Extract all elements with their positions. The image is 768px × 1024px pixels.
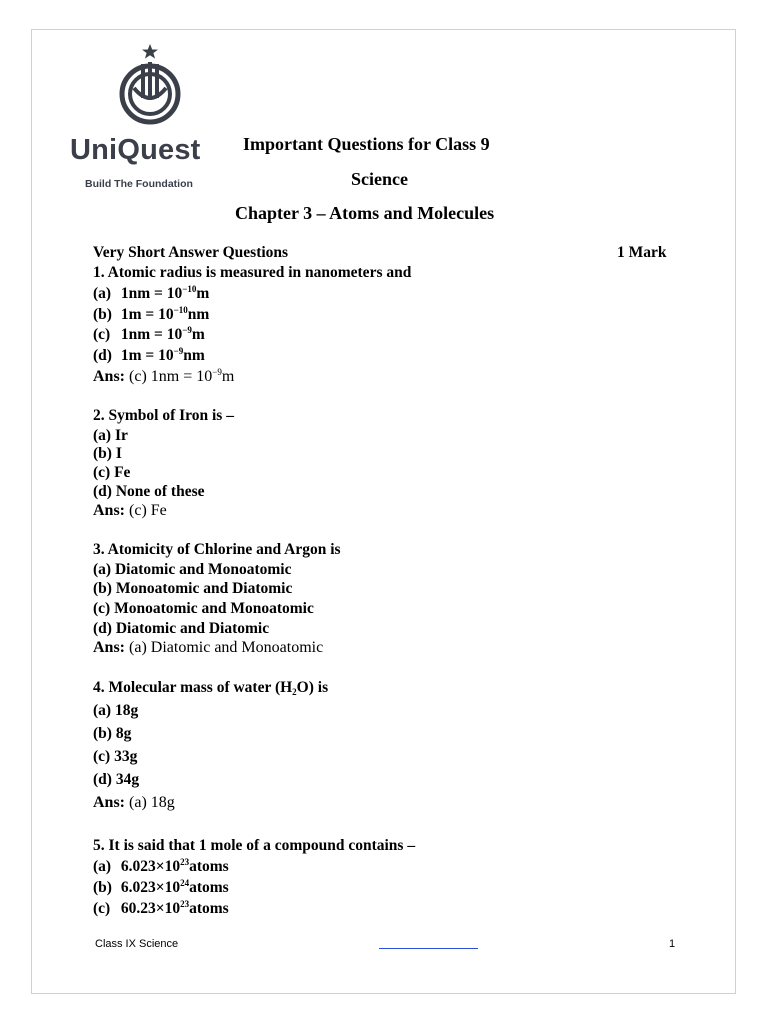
q3-option-d: (d) Diatomic and Diatomic <box>93 620 270 637</box>
times-sign: × <box>155 879 165 896</box>
unit: m <box>221 368 235 385</box>
q1-option-c <box>93 326 205 344</box>
unit: nm <box>183 347 205 364</box>
unit: atoms <box>189 858 229 875</box>
power-exponent: −10 <box>182 284 197 294</box>
power-base: 10 <box>166 285 183 302</box>
power-exponent: −9 <box>173 346 184 356</box>
question-5: 5. It is said that 1 mole of a compound contains – <box>93 837 416 854</box>
page-number: 1 <box>669 938 676 950</box>
option-text: 1m <box>120 306 142 323</box>
equals-sign: = <box>179 368 197 385</box>
question-1: 1. Atomic radius is measured in nanometers and <box>93 264 412 281</box>
power-exponent: −9 <box>212 367 222 377</box>
q2-option-d: (d) None of these <box>93 483 205 500</box>
answer-label: Ans: <box>93 639 126 656</box>
subscript: 2 <box>292 687 297 697</box>
q1-answer <box>93 368 234 386</box>
power-exponent: −10 <box>173 305 188 315</box>
power-base: 10 <box>158 306 174 323</box>
unit: atoms <box>189 900 229 917</box>
answer-text: (a) 18g <box>129 794 175 811</box>
q1-option-d <box>93 347 205 365</box>
unit: atoms <box>189 879 229 896</box>
option-label: (b) <box>93 306 112 323</box>
option-text: 6.023 <box>120 879 156 896</box>
power-exponent: 23 <box>180 899 190 909</box>
power-base: 10 <box>164 858 181 875</box>
power-base: 10 <box>158 347 174 364</box>
q2-option-c: (c) Fe <box>93 464 131 481</box>
power-base: 10 <box>166 326 183 343</box>
q3-option-a: (a) Diatomic and Monoatomic <box>93 561 292 578</box>
question-text: 4. Molecular mass of water (H <box>93 679 293 696</box>
answer-text: (c) Fe <box>129 502 167 519</box>
power-base: 10 <box>196 368 213 385</box>
power-exponent: −9 <box>182 325 192 335</box>
q3-option-b: (b) Monoatomic and Diatomic <box>93 580 293 597</box>
option-label: (a) <box>93 285 112 302</box>
q4-option-a: (a) 18g <box>93 702 139 719</box>
footer-link[interactable] <box>379 948 478 949</box>
q2-answer <box>93 502 167 520</box>
option-text: 1nm <box>120 326 151 343</box>
equals-sign: = <box>141 306 159 323</box>
power-exponent: 23 <box>180 857 190 867</box>
equals-sign: = <box>150 326 167 343</box>
times-sign: × <box>155 858 165 875</box>
document-title: Important Questions for Class 9 <box>243 134 490 154</box>
q2-option-b: (b) I <box>93 445 122 462</box>
q5-option-a <box>93 858 229 876</box>
section-heading: Very Short Answer Questions <box>93 244 289 261</box>
equals-sign: = <box>141 347 159 364</box>
question-2: 2. Symbol of Iron is – <box>93 407 234 424</box>
unit: nm <box>187 306 210 323</box>
q3-option-c: (c) Monoatomic and Monoatomic <box>93 600 314 617</box>
option-label: (c) <box>93 326 111 343</box>
q4-option-c: (c) 33g <box>93 748 138 765</box>
q1-option-b <box>93 306 209 324</box>
answer-text: (a) Diatomic and Monoatomic <box>129 639 324 656</box>
option-label: (d) <box>93 347 112 364</box>
question-text-end: O) is <box>296 679 329 696</box>
option-label: (b) <box>93 879 112 896</box>
brand-logo <box>70 40 230 200</box>
option-text: 1nm <box>120 285 151 302</box>
answer-label: Ans: <box>93 502 126 519</box>
option-label: (c) <box>93 900 111 917</box>
q5-option-c <box>93 900 229 918</box>
uniquest-emblem-icon <box>112 42 188 128</box>
q5-option-b <box>93 879 229 897</box>
option-label: (a) <box>93 858 112 875</box>
times-sign: × <box>155 900 165 917</box>
q2-option-a: (a) Ir <box>93 427 128 444</box>
footer-label: Class IX Science <box>95 938 179 950</box>
brand-tagline: Build The Foundation <box>85 178 193 190</box>
q4-option-d: (d) 34g <box>93 771 140 788</box>
option-text: 1m <box>120 347 142 364</box>
option-text: 6.023 <box>120 858 156 875</box>
q1-option-a <box>93 285 209 303</box>
answer-label: Ans: <box>93 368 126 385</box>
brand-name: UniQuest <box>70 134 201 166</box>
question-4 <box>93 679 328 697</box>
power-base: 10 <box>164 900 181 917</box>
power-base: 10 <box>164 879 181 896</box>
chapter-title: Chapter 3 – Atoms and Molecules <box>235 203 495 223</box>
question-3: 3. Atomicity of Chlorine and Argon is <box>93 541 341 558</box>
unit: m <box>191 326 205 343</box>
section-marks: 1 Mark <box>617 244 667 261</box>
power-exponent: 24 <box>180 878 190 888</box>
q3-answer <box>93 639 323 657</box>
equals-sign: = <box>150 285 167 302</box>
subject-title: Science <box>351 169 408 189</box>
answer-label: Ans: <box>93 794 126 811</box>
answer-text: (c) 1nm <box>129 368 180 385</box>
option-text: 60.23 <box>120 900 156 917</box>
q4-option-b: (b) 8g <box>93 725 132 742</box>
q4-answer <box>93 794 175 812</box>
unit: m <box>196 285 210 302</box>
